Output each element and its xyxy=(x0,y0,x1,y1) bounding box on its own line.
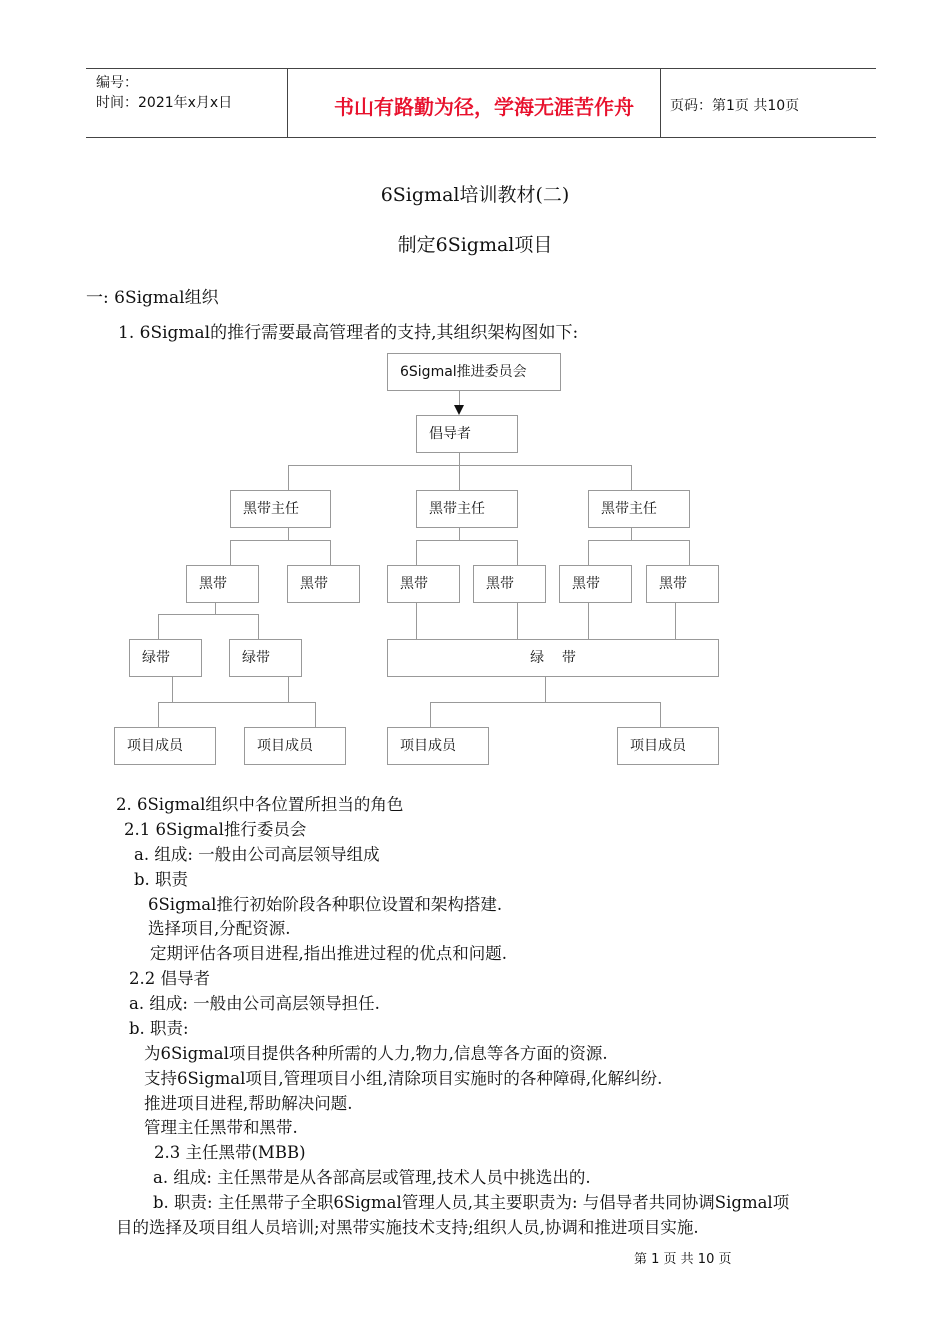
connector-line xyxy=(215,602,216,614)
time-label: 时间：2021年x月x日 xyxy=(96,95,233,111)
text-line: 推进项目进程,帮助解决问题. xyxy=(144,1094,353,1113)
org-box-member: 项目成员 xyxy=(114,727,216,765)
text-line: 为6Sigmal项目提供各种所需的人力,物力,信息等各方面的资源. xyxy=(144,1044,608,1063)
header-meta xyxy=(96,73,232,113)
connector-line xyxy=(158,614,259,615)
text-line: 2.1 6Sigmal推行委员会 xyxy=(124,820,307,839)
connector-line xyxy=(430,702,431,727)
connector-line xyxy=(416,602,417,639)
org-box-mbb: 黑带主任 xyxy=(230,490,331,528)
connector-line xyxy=(689,540,690,565)
org-box-member: 项目成员 xyxy=(244,727,346,765)
org-box-bb: 黑带 xyxy=(473,565,546,603)
number-label: 编号： xyxy=(96,75,138,91)
connector-line xyxy=(588,540,589,565)
connector-line xyxy=(416,540,417,565)
connector-line xyxy=(416,540,518,541)
connector-line xyxy=(459,453,460,465)
connector-line xyxy=(631,527,632,540)
connector-line xyxy=(330,540,331,565)
header-page-label: 页码：第1页 共10页 xyxy=(670,98,800,114)
connector-line xyxy=(288,677,289,702)
connector-line xyxy=(459,465,460,490)
org-box-mbb: 黑带主任 xyxy=(588,490,690,528)
text-line: 支持6Sigmal项目,管理项目小组,清除项目实施时的各种障碍,化解纠纷. xyxy=(144,1069,663,1088)
connector-line xyxy=(430,702,661,703)
doc-subtitle: 制定6Sigmal项目 xyxy=(397,234,553,256)
connector-line xyxy=(158,702,159,727)
section-heading: 一: 6Sigmal组织 xyxy=(86,288,219,308)
header-divider xyxy=(287,69,288,137)
connector-line xyxy=(288,465,632,466)
org-box-bb: 黑带 xyxy=(559,565,632,603)
connector-line xyxy=(660,702,661,727)
org-box-bb: 黑带 xyxy=(287,565,360,603)
connector-line xyxy=(545,677,546,702)
text-line: a. 组成: 主任黑带是从各部高层或管理,技术人员中挑选出的. xyxy=(153,1168,591,1187)
org-box-mbb: 黑带主任 xyxy=(416,490,518,528)
connector-line xyxy=(459,390,460,406)
connector-line xyxy=(517,602,518,639)
connector-line xyxy=(158,702,316,703)
text-line: b. 职责: xyxy=(129,1019,189,1038)
connector-line xyxy=(459,527,460,540)
org-box-member: 项目成员 xyxy=(387,727,489,765)
connector-line xyxy=(158,614,159,639)
text-line: a. 组成: 一般由公司高层领导担任. xyxy=(129,994,380,1013)
text-line: 2. 6Sigmal组织中各位置所担当的角色 xyxy=(116,795,404,814)
connector-line xyxy=(230,540,231,565)
connector-line xyxy=(230,540,331,541)
text-line: a. 组成: 一般由公司高层领导组成 xyxy=(134,845,380,864)
text-line: 6Sigmal推行初始阶段各种职位设置和架构搭建. xyxy=(148,895,503,914)
connector-line xyxy=(675,602,676,639)
connector-line xyxy=(172,677,173,702)
connector-line xyxy=(288,465,289,490)
org-box-bb: 黑带 xyxy=(387,565,460,603)
text-line: 2.2 倡导者 xyxy=(129,969,210,988)
page-footer: 第 1 页 共 10 页 xyxy=(634,1252,732,1267)
header-motto: 书山有路勤为径，学海无涯苦作舟 xyxy=(334,95,634,119)
header-table xyxy=(86,68,876,138)
text-line: 目的选择及项目组人员培训;对黑带实施技术支持;组织人员,协调和推进项目实施. xyxy=(116,1218,699,1237)
arrow-down-icon xyxy=(454,405,464,415)
text-line: 管理主任黑带和黑带. xyxy=(144,1118,298,1137)
doc-title: 6Sigmal培训教材(二) xyxy=(380,184,570,206)
connector-line xyxy=(517,540,518,565)
text-line: 定期评估各项目进程,指出推进过程的优点和问题. xyxy=(150,944,507,963)
item-heading: 1. 6Sigmal的推行需要最高管理者的支持,其组织架构图如下: xyxy=(118,323,579,343)
connector-line xyxy=(258,614,259,639)
org-box-gb-wide: 绿 带 xyxy=(387,639,719,677)
connector-line xyxy=(631,465,632,490)
org-box-champion: 倡导者 xyxy=(416,415,518,453)
header-divider xyxy=(660,69,661,137)
connector-line xyxy=(315,702,316,727)
org-box-committee: 6Sigmal推进委员会 xyxy=(387,353,561,391)
org-box-bb: 黑带 xyxy=(646,565,719,603)
text-line: 选择项目,分配资源. xyxy=(148,919,291,938)
text-line: b. 职责 xyxy=(134,870,189,889)
text-line: 2.3 主任黑带(MBB) xyxy=(154,1143,306,1162)
org-box-member: 项目成员 xyxy=(617,727,719,765)
text-line: b. 职责: 主任黑带子全职6Sigmal管理人员,其主要职责为: 与倡导者共同协调Sigmal项 xyxy=(153,1193,790,1212)
org-box-gb: 绿带 xyxy=(229,639,302,677)
org-box-gb: 绿带 xyxy=(129,639,202,677)
connector-line xyxy=(588,540,690,541)
connector-line xyxy=(288,527,289,540)
org-box-bb: 黑带 xyxy=(186,565,259,603)
connector-line xyxy=(588,602,589,639)
